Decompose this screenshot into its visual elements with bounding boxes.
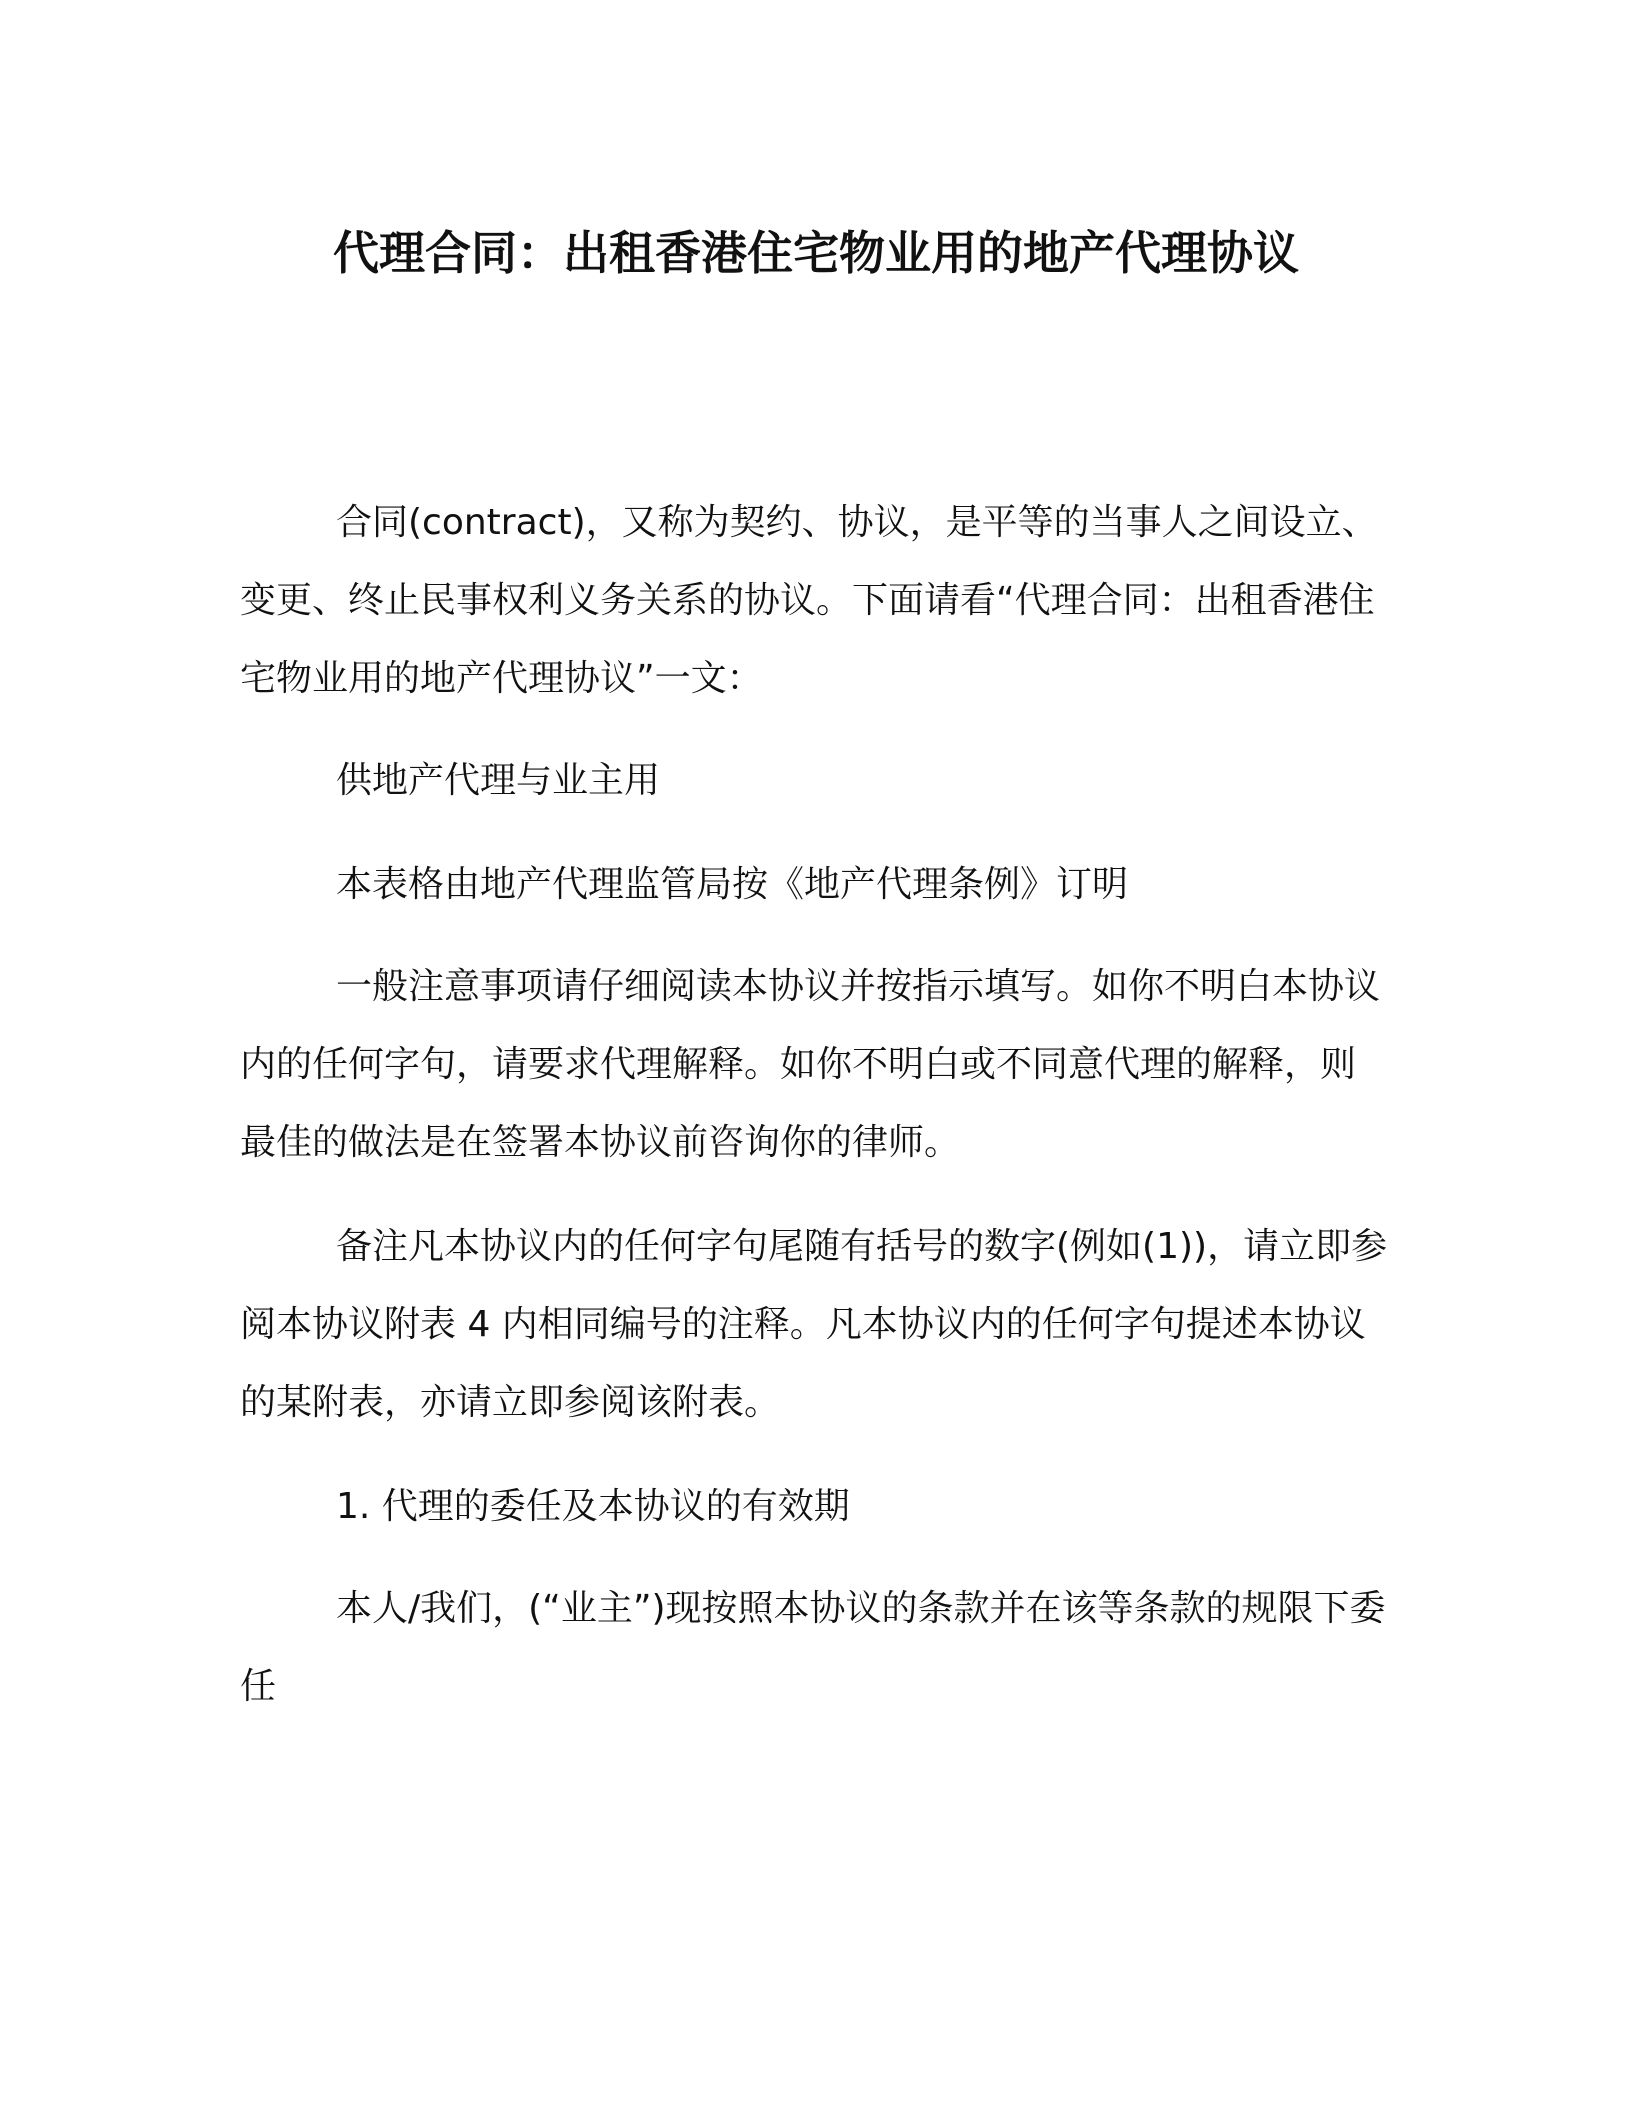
section-heading-1: 1. 代理的委任及本协议的有效期 bbox=[336, 1486, 850, 1527]
document-title: 代理合同：出租香港住宅物业用的地产代理协议 bbox=[333, 226, 1299, 280]
intro-paragraph: 合同(contract)，又称为契约、协议，是平等的当事人之间设立、变更、终止民事权利义务关系的协议。下面请看“代理合同：出租香港住宅物业用的地产代理协议”一文： bbox=[240, 502, 1378, 699]
form-authority-paragraph: 本表格由地产代理监管局按《地产代理条例》订明 bbox=[336, 864, 1129, 905]
remarks-paragraph: 备注凡本协议内的任何字句尾随有括号的数字(例如(1))，请立即参阅本协议附表 4 内相同编号的注释。凡本协议内的任何字句提述本协议的某附表，亦请立即参阅该附表。 bbox=[240, 1226, 1388, 1423]
appointment-paragraph: 本人/我们，(“业主”)现按照本协议的条款并在该等条款的规限下委任 bbox=[240, 1588, 1386, 1707]
usage-note-paragraph: 供地产代理与业主用 bbox=[336, 760, 661, 801]
general-notice-paragraph: 一般注意事项请仔细阅读本协议并按指示填写。如你不明白本协议内的任何字句，请要求代理解释。如你不明白或不同意代理的解释，则最佳的做法是在签署本协议前咨询你的律师。 bbox=[240, 966, 1381, 1163]
